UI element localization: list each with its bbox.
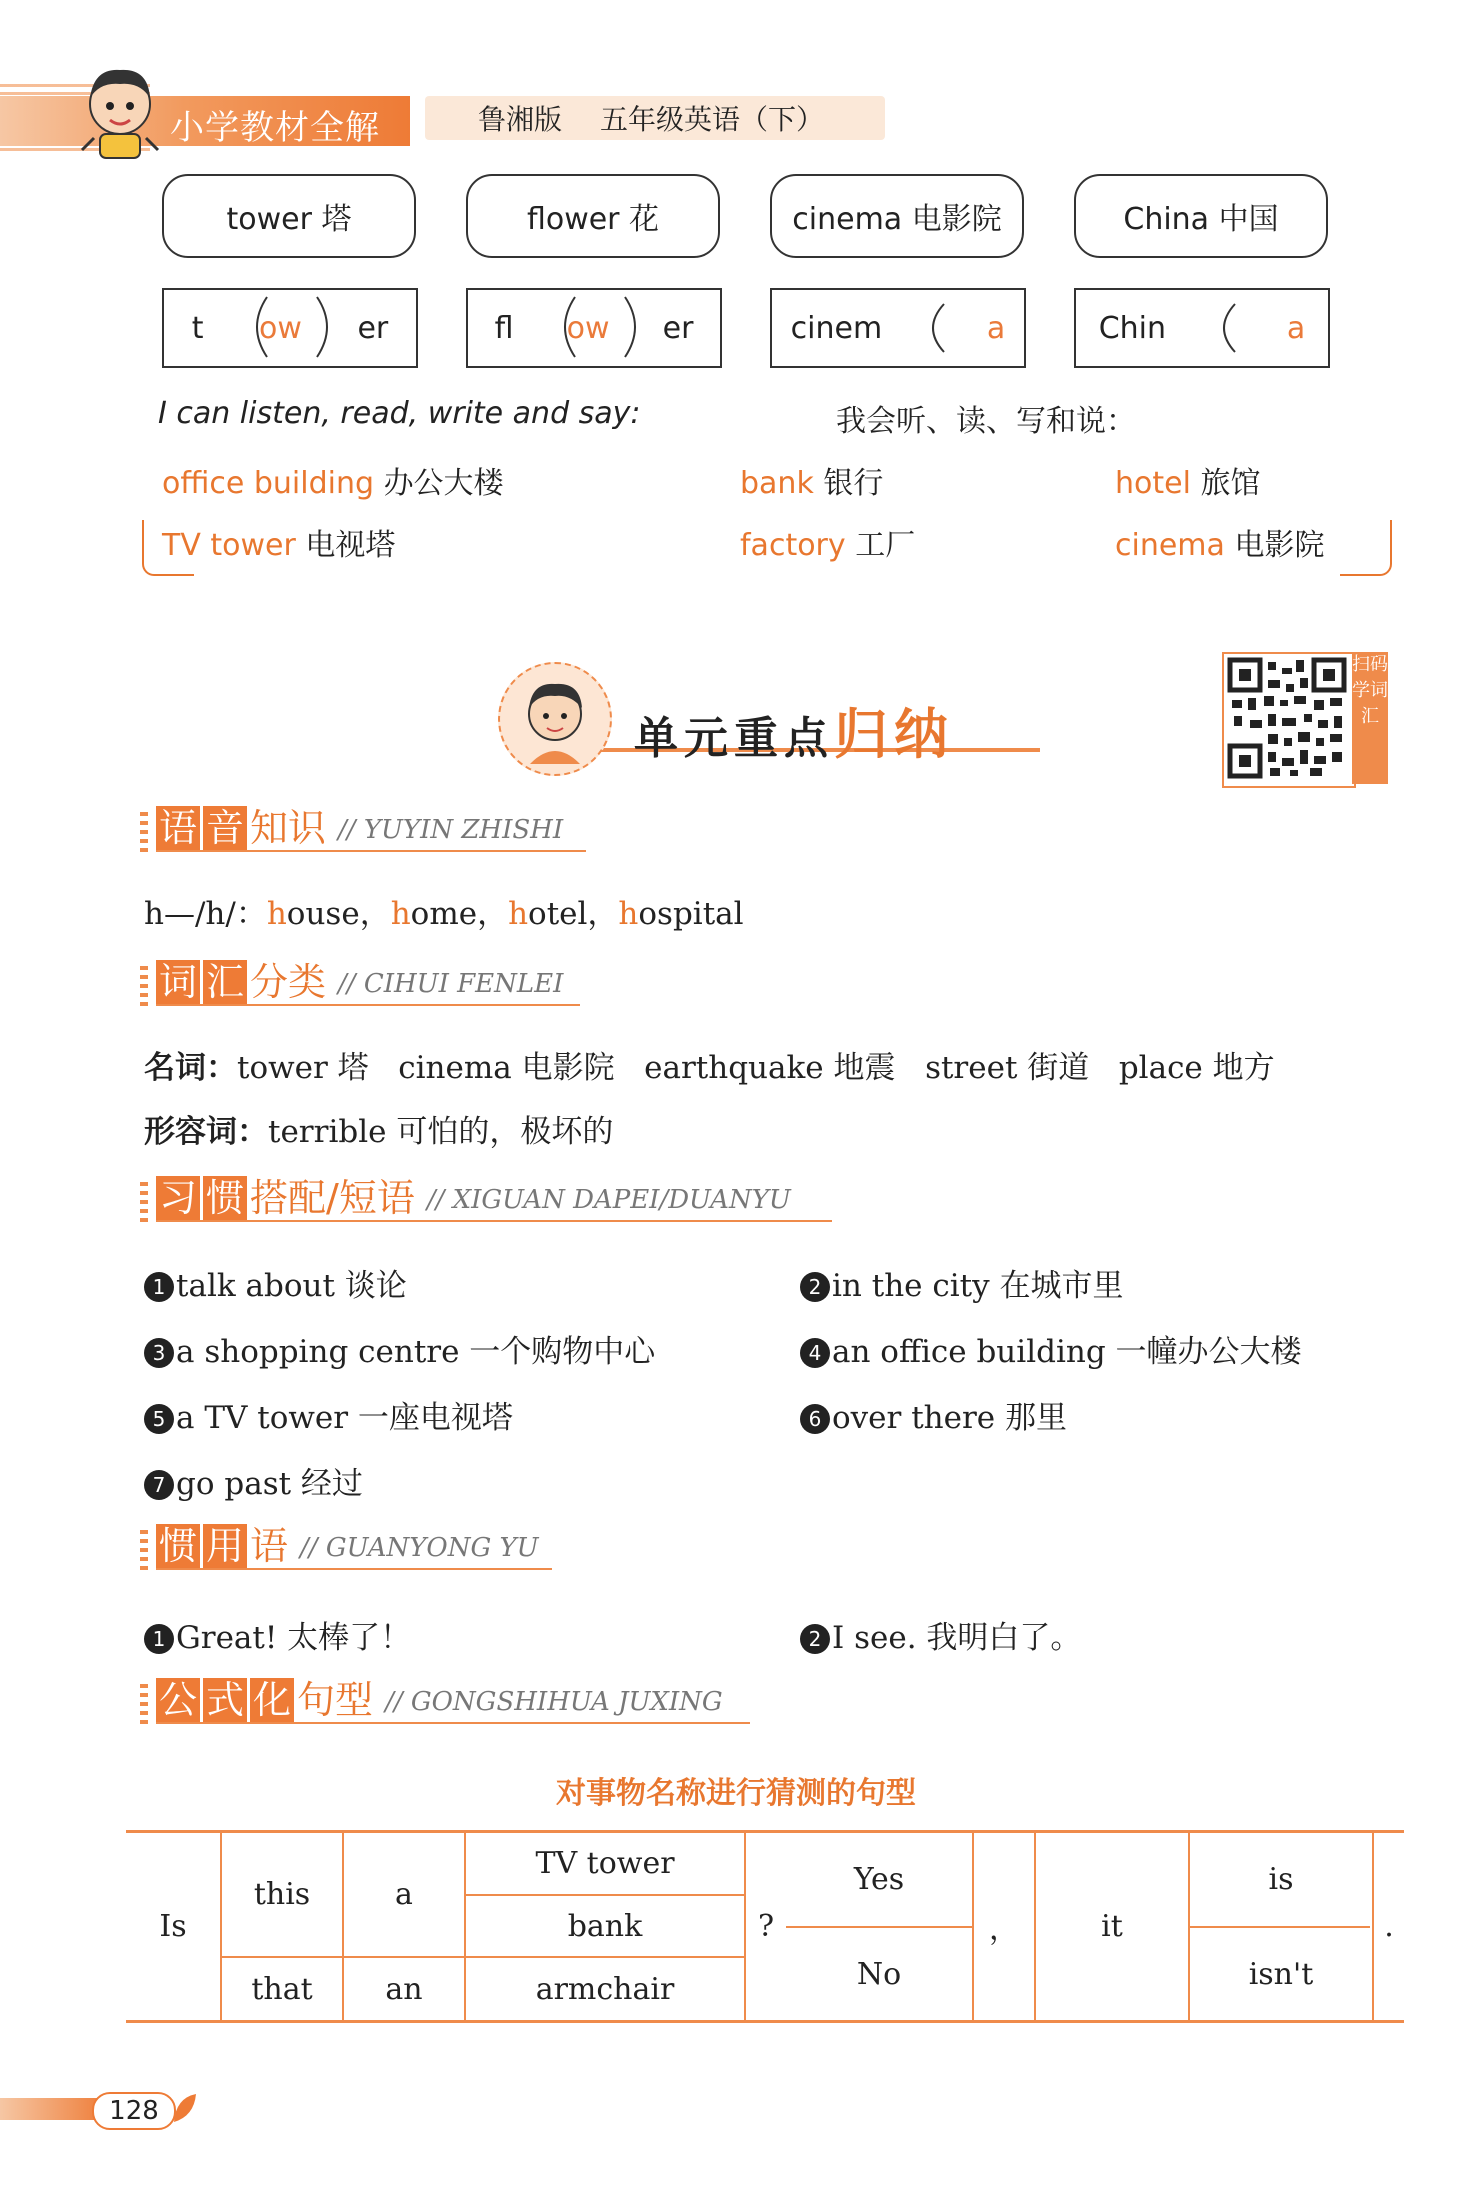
puzzle-card (162, 288, 418, 368)
phrase-item: 2 in the city 在城市里 (800, 1260, 1123, 1305)
table-cell: ? (757, 1908, 775, 1944)
vocab-item: cinema 电影院 (1115, 528, 1325, 563)
qr-label: 扫码学词汇 (1352, 652, 1388, 784)
table-cell: . (1384, 1908, 1394, 1944)
puzzle-piece-icon (920, 298, 950, 358)
table-cell: isn't (1248, 1956, 1314, 1992)
word-card: cinema 电影院 (770, 174, 1024, 258)
table-cell: an (385, 1971, 423, 2007)
puzzle-left: fl (494, 310, 514, 346)
section-header-xiguan: 习 惯 搭配/短语 // XIGUAN DAPEI/DUANYU (156, 1176, 791, 1220)
word-card: China 中国 (1074, 174, 1328, 258)
table-cell: it (1101, 1908, 1123, 1944)
section-dots (140, 1182, 148, 1222)
section-banner-title: 单元重点归纳 (634, 703, 954, 766)
boy-mascot-icon (72, 60, 168, 160)
section-underline (156, 1722, 750, 1724)
table-cell: TV tower (535, 1845, 675, 1881)
section-underline (156, 1220, 832, 1222)
ican-cn: 我会听、读、写和说： (836, 404, 1136, 439)
table-rule (126, 2020, 1404, 2023)
vocab-item: bank 银行 (740, 466, 884, 501)
section-header-cihui: 词 汇 分类 // CIHUI FENLEI (156, 960, 563, 1004)
vocab-item: factory 工厂 (740, 528, 916, 563)
phrase-item: 5 a TV tower 一座电视塔 (144, 1392, 513, 1437)
puzzle-left: cinem (790, 310, 883, 346)
section-dots (140, 1684, 148, 1724)
word-card: flower 花 (466, 174, 720, 258)
bracket-right (1340, 520, 1392, 576)
expression-item: 2 I see. 我明白了。 (800, 1612, 1081, 1657)
boy-avatar-icon (500, 664, 610, 774)
phrase-item: 4 an office building 一幢办公大楼 (800, 1326, 1302, 1371)
expression-item: 1 Great! 太棒了！ (144, 1612, 411, 1657)
phrase-item: 7 go past 经过 (144, 1458, 363, 1503)
table-cell: Yes (853, 1861, 905, 1897)
section-underline (156, 850, 586, 852)
phonics-line: h—/h/：house，home，hotel，hospital (144, 896, 744, 932)
table-cell: armchair (535, 1971, 675, 2007)
qr-code-icon[interactable] (1222, 652, 1356, 788)
puzzle-right: a (986, 310, 1006, 346)
puzzle-middle: ow (259, 310, 302, 346)
puzzle-right: a (1286, 310, 1306, 346)
puzzle-card (466, 288, 722, 368)
section-dots (140, 966, 148, 1006)
phrase-item: 3 a shopping centre 一个购物中心 (144, 1326, 655, 1371)
vocab-item: office building 办公大楼 (162, 466, 504, 501)
puzzle-right: er (357, 310, 389, 346)
puzzle-piece-icon (1211, 298, 1241, 358)
table-cell: a (395, 1876, 413, 1912)
word-card: tower 塔 (162, 174, 416, 258)
pattern-table-title: 对事物名称进行猜测的句型 (556, 1776, 916, 1811)
vocab-item: hotel 旅馆 (1115, 466, 1261, 501)
table-cell: bank (567, 1908, 643, 1944)
puzzle-middle: ow (566, 310, 610, 346)
table-cell: that (251, 1971, 313, 2007)
table-cell: is (1268, 1861, 1294, 1897)
section-dots (140, 1530, 148, 1570)
section-dots (140, 812, 148, 852)
table-cell: ， (989, 1912, 1019, 1947)
series-title: 小学教材全解 (170, 108, 380, 148)
section-underline (156, 1004, 580, 1006)
noun-list: 名词：tower 塔 cinema 电影院 earthquake 地震 street 街道 place 地方 (144, 1050, 1275, 1086)
page-number: 128 (92, 2092, 176, 2130)
table-cell: this (253, 1876, 311, 1912)
table-cell: No (856, 1956, 902, 1992)
puzzle-card (1074, 288, 1330, 368)
ican-en: I can listen, read, write and say: (158, 396, 641, 431)
adjective-list: 形容词：terrible 可怕的，极坏的 (144, 1114, 614, 1150)
leaf-icon (170, 2090, 200, 2126)
banner-avatar (498, 662, 612, 776)
puzzle-card (770, 288, 1026, 368)
vocab-item: TV tower 电视塔 (162, 528, 396, 563)
puzzle-left: Chin (1098, 310, 1167, 346)
puzzle-piece-icon (237, 287, 347, 367)
section-header-guanyong: 惯 用 语 // GUANYONG YU (156, 1524, 539, 1568)
section-underline (156, 1568, 552, 1570)
phrase-item: 1 talk about 谈论 (144, 1260, 407, 1305)
edition-label: 鲁湘版 (478, 103, 563, 136)
bracket-left (142, 520, 194, 576)
puzzle-left: t (191, 310, 204, 346)
section-header-yuyin: 语 音 知识 // YUYIN ZHISHI (156, 806, 563, 850)
table-cell: Is (159, 1908, 187, 1944)
puzzle-right: er (662, 310, 694, 346)
phrase-item: 6 over there 那里 (800, 1392, 1067, 1437)
section-header-gongshi: 公 式 化 句型 // GONGSHIHUA JUXING (156, 1678, 723, 1722)
puzzle-piece-icon (545, 287, 655, 367)
subject-label: 五年级英语（下） (600, 103, 825, 136)
